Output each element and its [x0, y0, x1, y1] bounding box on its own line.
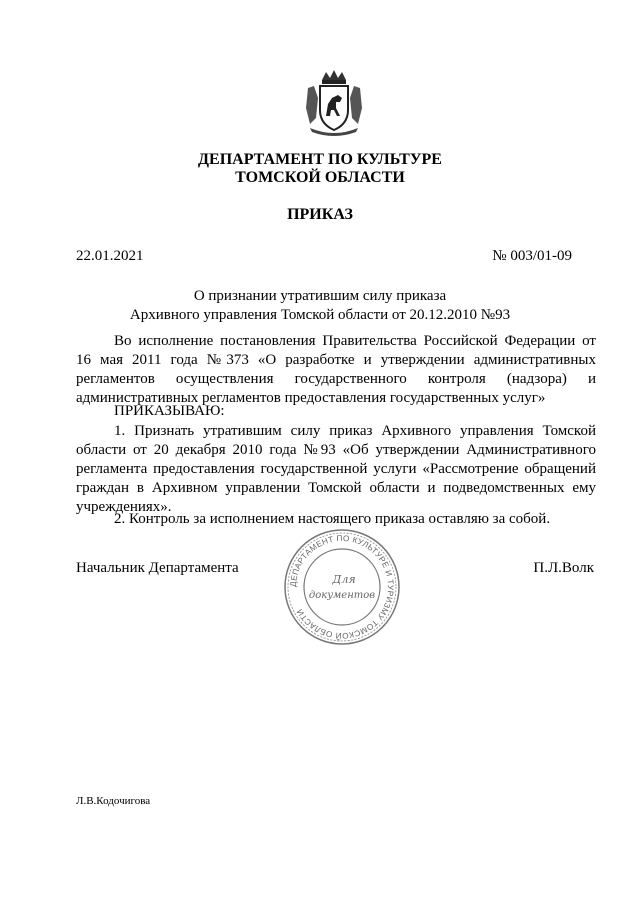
stamp-ring-text: ДЕПАРТАМЕНТ ПО КУЛЬТУРЕ И ТУРИЗМУ ТОМСКОЙ ОБЛАСТИ: [288, 533, 396, 641]
signatory-position: Начальник Департамента: [76, 560, 239, 576]
department-title-line1: ДЕПАРТАМЕНТ ПО КУЛЬТУРЕ: [198, 151, 442, 168]
document-number: № 003/01-09: [492, 248, 572, 264]
coat-of-arms-icon: [302, 68, 366, 136]
order-item-1-text: 1. Признать утратившим силу приказ Архивного управления Томской области от 20 декабря 2010 года №93 «Об утверждении Административного регламента предоставления государственной услуги «Рассмотрение обращений граждан в Архивном управлении Томской области и подведомственных ему учреждениях».: [76, 423, 596, 515]
signatory-name: П.Л.Волк: [533, 560, 594, 576]
preamble-paragraph: [76, 332, 596, 408]
subject-line1: О признании утратившим силу приказа: [193, 288, 447, 304]
stamp-center-line1: Для: [332, 573, 356, 586]
order-word: ПРИКАЗЫВАЮ:: [114, 403, 225, 419]
document-type: ПРИКАЗ: [287, 206, 353, 223]
executor-name: Л.В.Кодочигова: [76, 795, 151, 807]
document-date: 22.01.2021: [76, 248, 144, 264]
official-stamp: [282, 527, 402, 647]
order-item-1: [76, 422, 596, 517]
subject-line2: Архивного управления Томской области от 20.12.2010 №93: [129, 307, 511, 323]
department-title-line2: ТОМСКОЙ ОБЛАСТИ: [235, 169, 405, 186]
stamp-center-line2: документов: [308, 590, 376, 601]
preamble-text: Во исполнение постановления Правительства Российской Федерации от 16 мая 2011 года №373 «О разработке и утверждении административных регламентов осуществления государственного контроля (надзора) и административных регламентов предоставления государственных услуг»: [76, 333, 596, 406]
order-item-2-text: 2. Контроль за исполнением настоящего приказа оставляю за собой.: [114, 511, 551, 527]
